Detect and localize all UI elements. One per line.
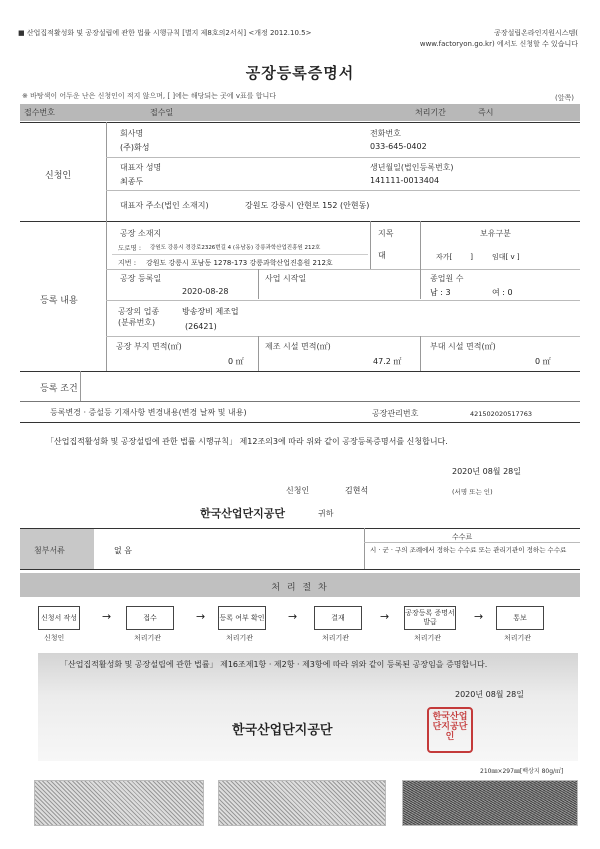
receipt-bar — [20, 104, 580, 121]
conditions-label: 등록 조건 — [40, 384, 78, 394]
owner-rent-checkbox: 임대[ v ] — [492, 253, 520, 261]
step-2-box: 접수 — [126, 606, 174, 630]
official-seal-icon: 한국산업단지공단인 — [427, 707, 473, 753]
employees-label: 종업원 수 — [430, 274, 464, 283]
application-statement: 「산업집적활성화 및 공장설립에 관한 법률 시행규칙」 제12조의3에 따라 위와 같이 공장등록증명서를 신청합니다. — [46, 437, 448, 446]
applicant-name: 김현석 — [345, 486, 369, 495]
road-value: 강원도 강릉시 경강로2326번길 4 (유남동) 강릉과학산업진흥원 212호 — [150, 245, 321, 251]
step-3-who: 처리기관 — [226, 634, 254, 642]
industry-label-2: (분류번호) — [118, 318, 156, 327]
rep-label: 대표자 성명 — [120, 163, 162, 172]
mfg-area-label: 제조 시설 면적(㎡) — [265, 342, 331, 351]
owner-own-checkbox: 자가[ ] — [436, 253, 473, 261]
document-title: 공장등록증명서 — [245, 64, 355, 82]
recipient-suffix: 귀하 — [318, 509, 334, 518]
industry-code: (26421) — [185, 322, 217, 331]
rep-value: 최종두 — [120, 177, 144, 186]
rep-addr-value: 강원도 강릉시 안현로 152 (안현동) — [245, 201, 370, 210]
jibun-value: 강원도 강릉시 포남동 1278-173 강릉과학산업진흥원 212호 — [146, 259, 333, 267]
site-area-value: 0 ㎡ — [228, 357, 244, 366]
regulation-left: ■ 산업집적활성화 및 공장설립에 관한 법률 시행규칙 [별지 제8호의2서식] <개정 2012.10.5> — [18, 29, 312, 37]
arrow-icon: → — [196, 610, 206, 623]
industry-label: 공장의 업종 — [118, 307, 160, 316]
changes-label: 등록변경 · 증설등 기재사항 변경내용(변경 날짜 및 내용) — [50, 408, 247, 417]
security-pattern-left — [34, 780, 204, 826]
birth-label: 생년월일(법인등록번호) — [370, 163, 454, 172]
arrow-icon: → — [288, 610, 298, 623]
processing-label: 처리기간 — [415, 108, 446, 117]
applicant-title: 신청인 — [286, 486, 310, 495]
mgmt-no-label: 공장관리번호 — [372, 409, 419, 418]
signature-label: (서명 또는 인) — [452, 488, 493, 496]
processing-value: 즉시 — [478, 108, 494, 117]
land-value: 대 — [378, 251, 386, 260]
check-mark: v — [510, 253, 515, 261]
company-value: (주)화성 — [120, 143, 150, 152]
reg-date-label: 공장 등록일 — [120, 274, 162, 283]
birth-value: 141111-0013404 — [370, 176, 440, 185]
instruction-note: ※ 바탕색이 어두운 난은 신청인이 적지 않으며, [ ]에는 해당되는 곳에 v표를 합니다 — [22, 92, 277, 100]
arrow-icon: → — [380, 610, 390, 623]
certification-text: 「산업집적활성화 및 공장설립에 관한 법률」 제16조제1항 · 제2항 · 제3항에 따라 위와 같이 등록된 공장임을 증명합니다. — [60, 660, 488, 669]
step-1-box: 신청서 작성 — [38, 606, 80, 630]
security-pattern-middle — [218, 780, 386, 826]
fee-label: 수수료 — [452, 533, 473, 541]
phone-value: 033-645-0402 — [370, 142, 427, 151]
fee-text: 시 · 군 · 구의 조례에서 정하는 수수료 또는 관리기관이 정하는 수수료 — [370, 546, 567, 554]
mfg-area-value: 47.2 ㎡ — [373, 357, 402, 366]
step-6-who: 처리기관 — [504, 634, 532, 642]
rep-addr-label: 대표자 주소(법인 소재지) — [120, 201, 209, 210]
security-pattern-right — [402, 780, 578, 826]
land-label: 지목 — [378, 229, 394, 238]
step-6-box: 통보 — [496, 606, 544, 630]
industry-value: 방송장비 제조업 — [182, 307, 239, 316]
paper-spec: 210㎜×297㎜[백상지 80g/㎡] — [480, 768, 564, 775]
arrow-icon: → — [102, 610, 112, 623]
owner-label: 보유구분 — [480, 229, 511, 238]
location-label: 공장 소재지 — [120, 229, 162, 238]
registration-section-label: 등록 내용 — [40, 296, 78, 306]
arrow-icon: → — [474, 610, 484, 623]
application-date: 2020년 08월 28일 — [452, 467, 521, 476]
regulation-right-2: www.factoryon.go.kr) 에서도 신청할 수 있습니다 — [419, 40, 578, 48]
road-label: 도로명 : — [118, 244, 142, 252]
receipt-date-label: 접수일 — [150, 108, 174, 117]
step-5-who: 처리기관 — [414, 634, 442, 642]
female-count: 여 : 0 — [492, 288, 513, 297]
aux-area-label: 부대 시설 면적(㎡) — [430, 342, 496, 351]
jibun-label: 지번 : — [118, 259, 137, 267]
recipient-name: 한국산업단지공단 — [200, 507, 286, 520]
issuer-name: 한국산업단지공단 — [232, 723, 333, 738]
start-date-label: 사업 시작일 — [265, 274, 307, 283]
mgmt-no-value: 421502020517763 — [470, 410, 533, 418]
company-label: 회사명 — [120, 129, 144, 138]
step-5-box: 공장등록 증명서발급 — [404, 606, 456, 630]
certification-date: 2020년 08월 28일 — [455, 690, 524, 699]
applicant-section-label: 신청인 — [45, 171, 72, 181]
aux-area-value: 0 ㎡ — [535, 357, 551, 366]
page-side: (앞쪽) — [555, 94, 574, 102]
step-4-box: 결재 — [314, 606, 362, 630]
step-1-who: 신청인 — [44, 634, 65, 642]
regulation-header — [18, 28, 578, 48]
phone-label: 전화번호 — [370, 129, 401, 138]
regulation-right-1: 공장설립온라인지원시스템( — [494, 29, 578, 37]
step-2-who: 처리기관 — [134, 634, 162, 642]
reg-date-value: 2020-08-28 — [182, 287, 229, 296]
process-title: 처 리 절 차 — [271, 583, 329, 593]
attachments-label: 첨부서류 — [34, 546, 65, 555]
attachments-value: 없 음 — [114, 546, 132, 555]
step-4-who: 처리기관 — [322, 634, 350, 642]
site-area-label: 공장 부지 면적(㎡) — [116, 342, 182, 351]
male-count: 남 : 3 — [430, 288, 451, 297]
step-3-box: 등록 여부 확인 — [218, 606, 266, 630]
receipt-no-label: 접수번호 — [24, 108, 55, 117]
